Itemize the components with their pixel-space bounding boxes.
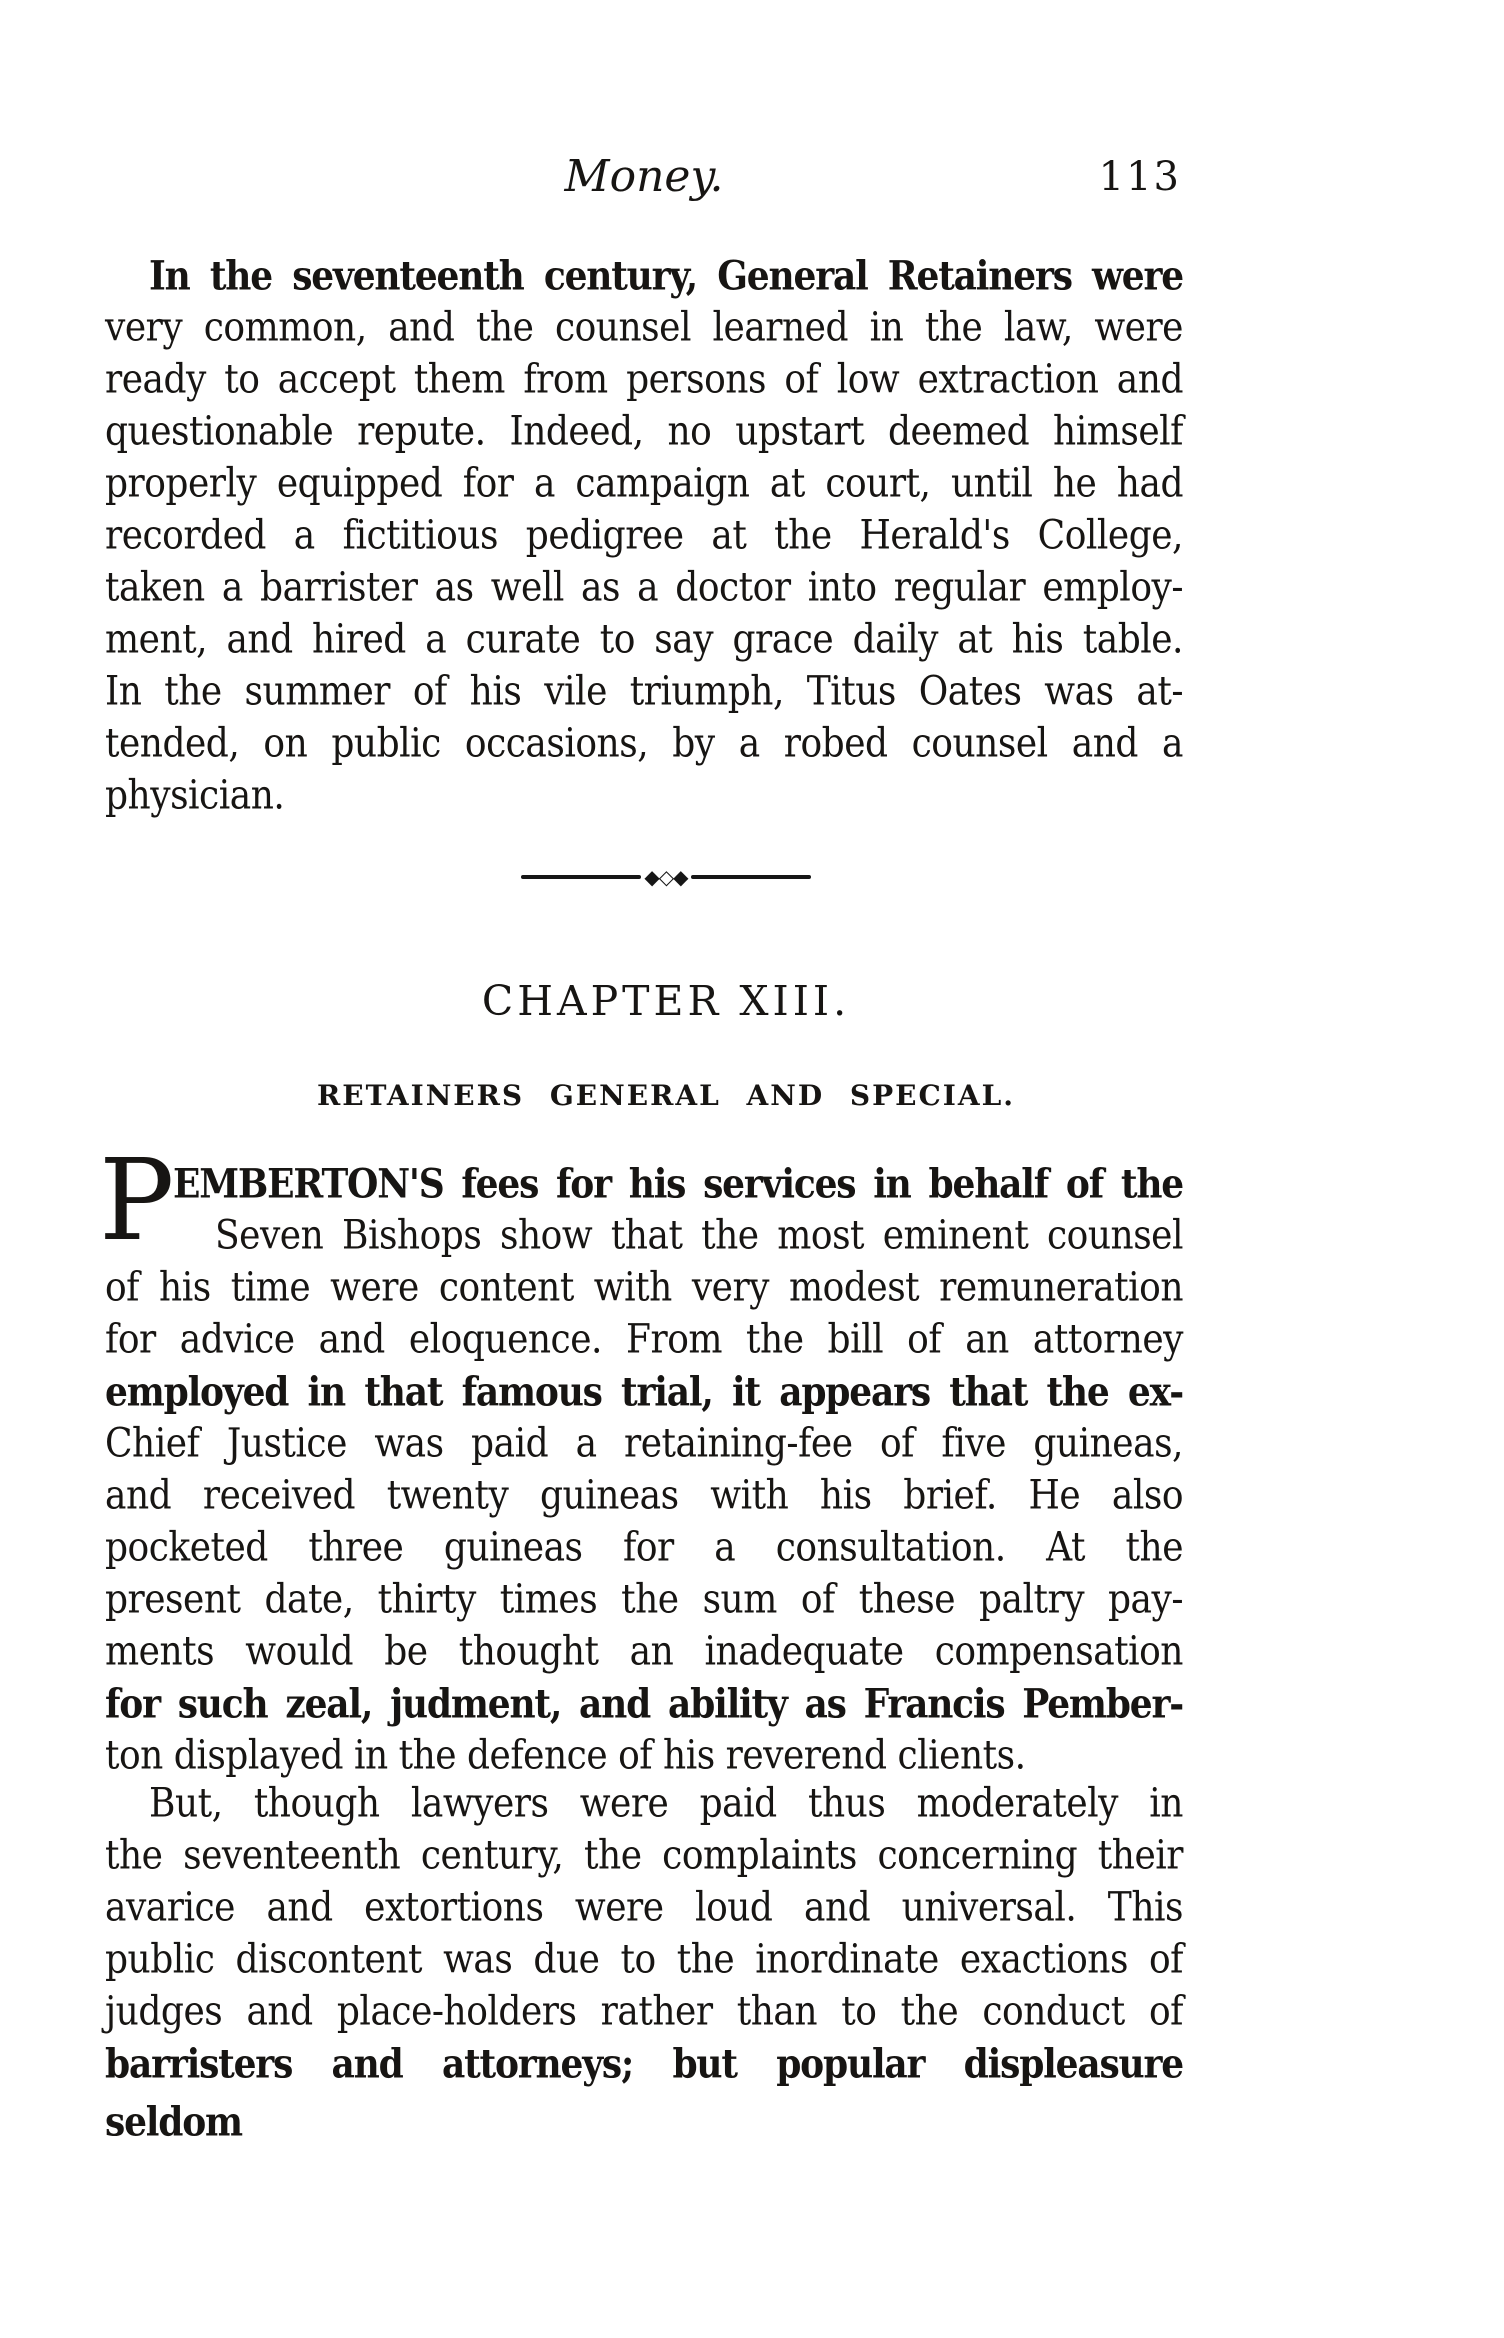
text-line: for advice and eloquence. From the bill of an attorney [105,1316,1183,1363]
paragraph-pemberton [99,1136,1183,1782]
text-line: pocketed three guineas for a consultation. At the [105,1524,1183,1571]
text-line: physician. [105,772,285,819]
section-divider [127,862,1205,892]
drop-cap-letter: P [99,1136,175,1266]
divider-rule-left [521,875,641,879]
text-line: ton displayed in the defence of his reverend clients. [105,1732,1026,1779]
paragraph-intro [105,250,1183,822]
text-line: ments would be thought an inadequate compensation [105,1628,1183,1675]
page-header [105,148,1183,208]
text-line: judges and place-holders rather than to the conduct of [105,1988,1183,2035]
divider-rule-right [691,875,811,879]
chapter-heading: CHAPTER XIII. [481,977,851,1025]
text-line: In the seventeenth century, General Retainers were [149,252,1183,300]
text-line: very common, and the counsel learned in the law, were [105,304,1183,351]
text-line: recorded a fictitious pedigree at the Herald's College, [105,512,1183,559]
text-line: the seventeenth century, the complaints concerning their [105,1832,1183,1879]
text-line: public discontent was due to the inordinate exactions of [105,1936,1183,1983]
text-line: tended, on public occasions, by a robed counsel and a [105,720,1183,767]
text-line: Seven Bishops show that the most eminent counsel [215,1212,1183,1259]
divider-ornament: ◆◇◆ [644,865,688,889]
text-line: In the summer of his vile triumph, Titus Oates was at- [105,668,1183,715]
text-line: properly equipped for a campaign at court, until he had [105,460,1183,507]
text-line: for such zeal, judment, and ability as Francis Pember- [105,1680,1183,1728]
text-line: avarice and extortions were loud and universal. This [105,1884,1183,1931]
text-line: present date, thirty times the sum of these paltry pay- [105,1576,1183,1623]
paragraph-complaints [105,1778,1183,2146]
text-line: barristers and attorneys; but popular displeasure seldom [105,2040,1183,2146]
text-line: employed in that famous trial, it appears that the ex- [105,1368,1183,1416]
text-line: of his time were content with very modest remuneration [105,1264,1183,1311]
running-title: Money. [564,151,724,202]
text-line: Chief Justice was paid a retaining-fee of five guineas, [105,1420,1183,1467]
text-line: But, though lawyers were paid thus moderately in [149,1780,1183,1827]
chapter-subheading: RETAINERS GENERAL AND SPECIAL. [316,1079,1016,1112]
page-number: 113 [1098,154,1181,200]
text-line: taken a barrister as well as a doctor into regular employ- [105,564,1183,611]
text-line: ment, and hired a curate to say grace daily at his table. [105,616,1183,663]
text-line: ready to accept them from persons of low extraction and [105,356,1183,403]
text-line: and received twenty guineas with his brief. He also [105,1472,1183,1519]
text-line: questionable repute. Indeed, no upstart deemed himself [105,408,1183,455]
text-line: EMBERTON'S fees for his services in behalf of the [173,1160,1183,1208]
